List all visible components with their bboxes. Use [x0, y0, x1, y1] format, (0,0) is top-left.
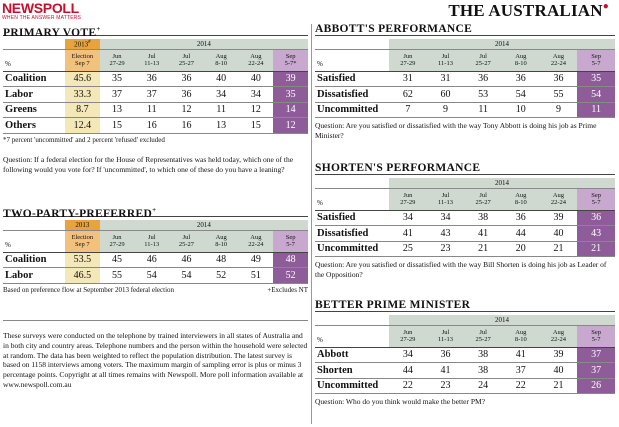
table-cell: 41: [389, 226, 427, 242]
blank-cell: [3, 220, 65, 230]
column-header: Jul 11-13: [427, 325, 465, 347]
table-cell: 45.6: [65, 71, 100, 87]
title-mark: +: [152, 206, 157, 214]
table-cell: 39: [540, 347, 578, 363]
table-body: [315, 71, 615, 118]
column-header: Sep 5-7: [273, 230, 308, 252]
table-row: [315, 363, 615, 379]
section-title: [3, 203, 308, 220]
table-cell: 44: [389, 363, 427, 379]
logo-name: NEWSPOLL: [2, 0, 79, 16]
table-cell: 45: [100, 252, 135, 268]
table-cell: 54: [134, 268, 169, 284]
table-cell: 43: [577, 226, 615, 242]
table-cell: 20: [502, 241, 540, 257]
abbott-section: [315, 22, 615, 140]
column-header: Jul 25-27: [464, 188, 502, 210]
section-title: SHORTEN'S PERFORMANCE: [315, 161, 615, 175]
row-label: Uncommitted: [315, 102, 389, 118]
table-cell: 11: [577, 102, 615, 118]
row-label: Dissatisfied: [315, 226, 389, 242]
table-cell: 37: [134, 87, 169, 103]
table-cell: 11: [134, 102, 169, 118]
footnote-left: Based on preference flow at September 2013 federal election: [3, 285, 175, 294]
pct-label: %: [315, 188, 389, 210]
table-cell: 26: [577, 378, 615, 394]
question-text: Question: Who do you think would make the better PM?: [315, 397, 486, 406]
title-text: PRIMARY VOTE: [3, 26, 97, 39]
shorten-section: [315, 161, 615, 279]
table-cell: 38: [464, 347, 502, 363]
blank-cell: [315, 178, 389, 188]
table-cell: 7: [389, 102, 427, 118]
table-cell: 24: [464, 378, 502, 394]
table-body: [315, 210, 615, 257]
table-row: [3, 118, 308, 134]
column-header: Aug 8-10: [502, 325, 540, 347]
column-header: Aug 22-24: [540, 325, 578, 347]
row-label: Greens: [3, 102, 65, 118]
table-cell: 34: [389, 210, 427, 226]
table-cell: 9: [427, 102, 465, 118]
table-cell: 15: [100, 118, 135, 134]
column-header: Election Sep 7: [65, 49, 100, 71]
table-cell: 41: [464, 226, 502, 242]
table-cell: 36: [169, 71, 204, 87]
table-cell: 49: [239, 252, 274, 268]
table-cell: 12: [239, 102, 274, 118]
column-header: Jun 27-29: [100, 230, 135, 252]
newspoll-logo: [2, 2, 81, 21]
row-label: Abbott: [315, 347, 389, 363]
table-cell: 37: [100, 87, 135, 103]
row-label: Shorten: [315, 363, 389, 379]
table-cell: 36: [540, 71, 578, 87]
table-cell: 21: [540, 378, 578, 394]
column-header: Aug 22-24: [540, 188, 578, 210]
column-header: Jul 11-13: [427, 49, 465, 71]
table-cell: 31: [427, 71, 465, 87]
table-cell: 8.7: [65, 102, 100, 118]
table-cell: 10: [502, 102, 540, 118]
table-row: [315, 241, 615, 257]
pct-label: %: [3, 49, 65, 71]
table-cell: 21: [540, 241, 578, 257]
table-cell: 16: [169, 118, 204, 134]
column-divider: [311, 24, 312, 424]
blank-cell: [315, 315, 389, 325]
column-header: Aug 22-24: [239, 230, 274, 252]
column-header: Election Sep 7: [65, 230, 100, 252]
date-header-row: [315, 325, 615, 347]
logo-tagline: WHEN THE ANSWER MATTERS: [2, 15, 82, 21]
year-prev-text: 2013: [74, 39, 89, 48]
column-header: Jun 27-29: [389, 325, 427, 347]
table-cell: 34: [204, 87, 239, 103]
blank-cell: [3, 39, 65, 49]
table-cell: 44: [502, 226, 540, 242]
table-cell: 21: [464, 241, 502, 257]
column-header: Jun 27-29: [389, 188, 427, 210]
table-cell: 36: [464, 71, 502, 87]
table-cell: 55: [100, 268, 135, 284]
table-cell: 53.5: [65, 252, 100, 268]
table-cell: 43: [427, 226, 465, 242]
table-cell: 41: [502, 347, 540, 363]
methodology-text: These surveys were conducted on the telephone by trained interviewers in all states of Australia and in both city and country areas. Telephone numbers and the person within the household were selected at random. The data has been weighted to reflect the population distribution. The latest survey is based on 1158 interviews among voters. The maximum margin of sampling error is plus or minus 3 percentage points. Copyright at all times remains with Newspoll. More poll information available at www.newspoll.com.au: [3, 320, 308, 390]
masthead-title: THE AUSTRALIAN: [448, 1, 603, 20]
row-label: Labor: [3, 87, 65, 103]
title-mark: +: [96, 25, 101, 33]
table-cell: 36: [169, 87, 204, 103]
table-cell: 34: [239, 87, 274, 103]
table-cell: 52: [204, 268, 239, 284]
table-row: [3, 87, 308, 103]
table-row: [315, 102, 615, 118]
table-cell: 40: [540, 363, 578, 379]
table-cell: 12: [169, 102, 204, 118]
table-row: [315, 378, 615, 394]
footnote-right: +Excludes NT: [267, 285, 308, 294]
row-label: Labor: [3, 268, 65, 284]
table-cell: 21: [577, 241, 615, 257]
poll-table: [315, 315, 615, 394]
column-header: Jul 11-13: [134, 49, 169, 71]
table-cell: 34: [389, 347, 427, 363]
header: [0, 0, 619, 22]
question-text: Question: Are you satisfied or dissatisfied with the way Bill Shorten is doing his job as Leader of the Opposition?: [315, 260, 607, 279]
table-row: [315, 226, 615, 242]
table-cell: 46: [134, 252, 169, 268]
table-cell: 36: [577, 210, 615, 226]
table-cell: 36: [502, 71, 540, 87]
column-header: Sep 5-7: [577, 49, 615, 71]
column-header: Jul 25-27: [169, 230, 204, 252]
table-cell: 23: [427, 378, 465, 394]
date-header-row: [315, 188, 615, 210]
row-label: Dissatisfied: [315, 87, 389, 103]
masthead-dot-icon: ●: [602, 1, 609, 12]
table-cell: 35: [100, 71, 135, 87]
table-cell: 38: [464, 363, 502, 379]
table-cell: 60: [427, 87, 465, 103]
table-cell: 13: [100, 102, 135, 118]
table-cell: 54: [502, 87, 540, 103]
poll-table: [315, 39, 615, 118]
table-row: [315, 71, 615, 87]
table-row: [3, 268, 308, 284]
title-text: TWO-PARTY-PREFERRED: [3, 207, 153, 220]
table-body: [3, 252, 308, 283]
table-cell: 38: [464, 210, 502, 226]
table-cell: 52: [273, 268, 308, 284]
table-cell: 14: [273, 102, 308, 118]
table-cell: 22: [389, 378, 427, 394]
table-cell: 11: [464, 102, 502, 118]
table-cell: 48: [204, 252, 239, 268]
table-cell: 46.5: [65, 268, 100, 284]
table-cell: 37: [502, 363, 540, 379]
table-cell: 34: [427, 210, 465, 226]
year-label: 2014: [389, 39, 615, 49]
table-cell: 12: [273, 118, 308, 134]
table-cell: 9: [540, 102, 578, 118]
table-row: [315, 210, 615, 226]
row-label: Satisfied: [315, 71, 389, 87]
year-curr: 2014: [100, 39, 308, 49]
year-prev: [65, 39, 100, 49]
column-header: Jul 25-27: [169, 49, 204, 71]
column-header: Aug 8-10: [204, 230, 239, 252]
date-header-row: [3, 230, 308, 252]
table-cell: 36: [134, 71, 169, 87]
row-label: Coalition: [3, 71, 65, 87]
better-pm-section: [315, 298, 615, 407]
table-cell: 33.3: [65, 87, 100, 103]
table-row: [3, 71, 308, 87]
section-title: ABBOTT'S PERFORMANCE: [315, 22, 615, 36]
table-cell: 36: [427, 347, 465, 363]
masthead: [448, 1, 609, 21]
footnote: *7 percent 'uncommitted' and 2 percent 'refused' excluded: [3, 135, 165, 144]
two-party-section: [3, 203, 308, 295]
table-cell: 11: [204, 102, 239, 118]
table-cell: 35: [273, 87, 308, 103]
table-cell: 37: [577, 363, 615, 379]
table-cell: 22: [502, 378, 540, 394]
table-cell: 40: [239, 71, 274, 87]
table-row: [3, 102, 308, 118]
year-prev-mark: #: [88, 39, 91, 45]
column-header: Jul 11-13: [427, 188, 465, 210]
table-row: [315, 347, 615, 363]
pct-label: %: [3, 230, 65, 252]
column-header: Jun 27-29: [389, 49, 427, 71]
table-cell: 39: [540, 210, 578, 226]
footnote-row: [3, 286, 308, 295]
date-header-row: [315, 49, 615, 71]
row-label: Coalition: [3, 252, 65, 268]
row-label: Uncommitted: [315, 241, 389, 257]
question-text: Question: Are you satisfied or dissatisfied with the way Tony Abbott is doing his job as Prime Minister?: [315, 121, 597, 140]
section-title: [3, 22, 308, 39]
table-body: [3, 71, 308, 133]
blank-cell: [315, 39, 389, 49]
year-prev: 2013: [65, 220, 100, 230]
table-cell: 54: [577, 87, 615, 103]
table-row: [3, 252, 308, 268]
column-header: Sep 5-7: [577, 325, 615, 347]
table-cell: 40: [540, 226, 578, 242]
poll-table: [3, 220, 308, 284]
question-text: Question: If a federal election for the House of Representatives was held today, which one of the following would you vote for? If 'uncommitted', to which one of these do you have a leaning?: [3, 155, 294, 174]
poll-table: [315, 178, 615, 257]
table-cell: 25: [389, 241, 427, 257]
table-cell: 36: [502, 210, 540, 226]
column-header: Jun 27-29: [100, 49, 135, 71]
table-cell: 23: [427, 241, 465, 257]
table-cell: 35: [577, 71, 615, 87]
table-cell: 48: [273, 252, 308, 268]
table-cell: 16: [134, 118, 169, 134]
table-cell: 37: [577, 347, 615, 363]
table-cell: 31: [389, 71, 427, 87]
table-cell: 13: [204, 118, 239, 134]
pct-label: %: [315, 325, 389, 347]
column-header: Aug 8-10: [502, 188, 540, 210]
date-header-row: [3, 49, 308, 71]
row-label: Uncommitted: [315, 378, 389, 394]
year-curr: 2014: [100, 220, 308, 230]
column-header: Jul 25-27: [464, 325, 502, 347]
table-cell: 39: [273, 71, 308, 87]
pct-label: %: [315, 49, 389, 71]
table-cell: 15: [239, 118, 274, 134]
row-label: Satisfied: [315, 210, 389, 226]
column-header: Sep 5-7*: [273, 49, 308, 71]
table-cell: 54: [169, 268, 204, 284]
table-cell: 51: [239, 268, 274, 284]
table-cell: 55: [540, 87, 578, 103]
column-header: Sep 5-7: [577, 188, 615, 210]
column-header: Aug 8-10: [204, 49, 239, 71]
column-header: Aug 22-24: [239, 49, 274, 71]
table-cell: 46: [169, 252, 204, 268]
section-title: BETTER PRIME MINISTER: [315, 298, 615, 312]
year-label: 2014: [389, 178, 615, 188]
primary-vote-section: [3, 22, 308, 174]
table-cell: 41: [427, 363, 465, 379]
table-row: [315, 87, 615, 103]
column-header: Jul 25-27: [464, 49, 502, 71]
poll-table: [3, 39, 308, 134]
table-cell: 40: [204, 71, 239, 87]
column-header: Jul 11-13: [134, 230, 169, 252]
table-cell: 62: [389, 87, 427, 103]
year-label: 2014: [389, 315, 615, 325]
column-header: Aug 8-10: [502, 49, 540, 71]
table-cell: 12.4: [65, 118, 100, 134]
column-header: Aug 22-24: [540, 49, 578, 71]
table-body: [315, 347, 615, 394]
row-label: Others: [3, 118, 65, 134]
table-cell: 53: [464, 87, 502, 103]
